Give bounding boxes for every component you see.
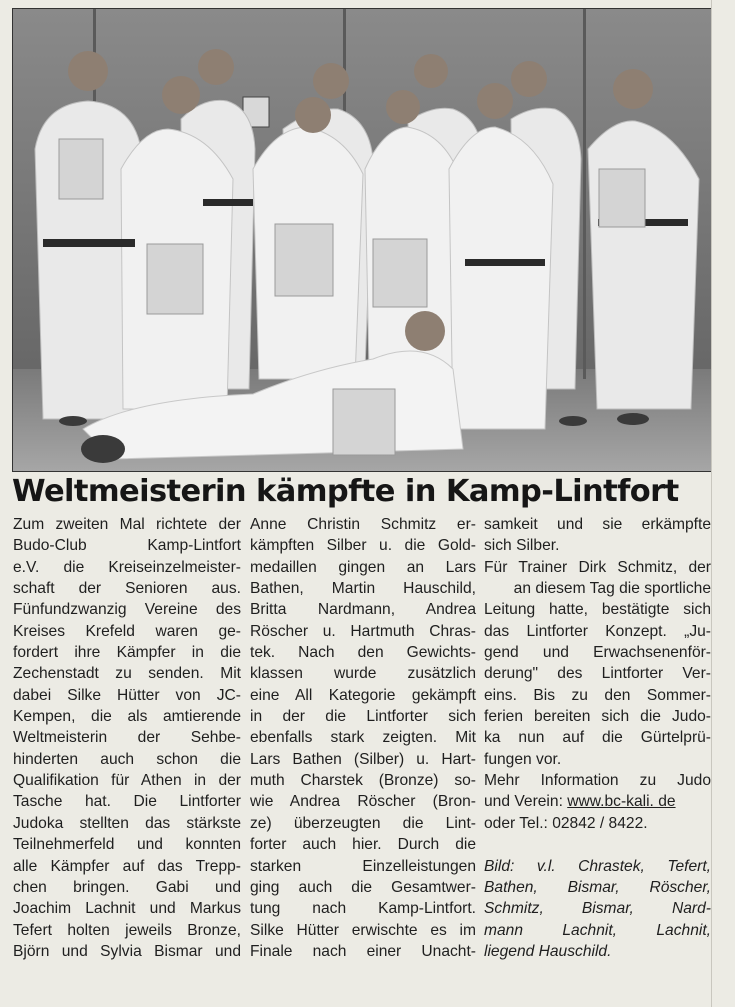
text-line: ze) überzeugten die Lint- bbox=[250, 814, 476, 832]
text-line: Finale nach einer Unacht- bbox=[250, 942, 476, 960]
text-line: Weltmeisterin der Sehbe- bbox=[13, 729, 241, 747]
text-line: fungen vor. bbox=[484, 750, 562, 768]
text-line: Kempen, die als amtierende bbox=[13, 708, 241, 726]
text-line: Zechenstadt zu senden. Mit bbox=[13, 665, 241, 683]
caption-line: Bathen, Bismar, Röscher, bbox=[484, 878, 711, 896]
text-line: oder Tel.: 02842 / 8422. bbox=[484, 814, 648, 832]
text-line: das Lintforter Konzept. „Ju- bbox=[484, 622, 711, 640]
spacer bbox=[484, 834, 711, 855]
text-line: kämpften Silber u. die Gold- bbox=[250, 537, 476, 555]
text-line: forter auch hier. Durch die bbox=[250, 836, 476, 854]
text-line: ferien bereiten sich die Judo- bbox=[484, 708, 711, 726]
text-line: Qualifikation für Athen in der bbox=[13, 772, 241, 790]
text-line: e.V. die Kreiseinzelmeister- bbox=[13, 558, 241, 576]
text-line: sich Silber. bbox=[484, 537, 560, 555]
text-line: eins. Bis zu den Sommer- bbox=[484, 686, 711, 704]
text-line: tung nach Kamp-Lintfort. bbox=[250, 900, 476, 918]
text-line: schaft der Senioren aus. bbox=[13, 580, 241, 598]
text-line: fordert ihre Kämpfer in die bbox=[13, 644, 241, 662]
text-line: hinderten auch schon die bbox=[13, 750, 241, 768]
headline: Weltmeisterin kämpfte in Kamp-Lintfort bbox=[12, 474, 679, 509]
text-line: Britta Nardmann, Andrea bbox=[250, 601, 476, 619]
article-column-3 bbox=[484, 514, 711, 962]
text-line: Joachim Lachnit und Markus bbox=[13, 900, 241, 918]
text-line: Judoka stellten das stärkste bbox=[13, 814, 241, 832]
text-line: Lars Bathen (Silber) u. Hart- bbox=[250, 750, 476, 768]
text-line: Budo-Club Kamp-Lintfort bbox=[13, 537, 241, 555]
team-photo bbox=[12, 8, 712, 472]
text-line: samkeit und sie erkämpfte bbox=[484, 516, 711, 533]
text-line: chen bringen. Gabi und bbox=[13, 878, 241, 896]
text-line: an diesem Tag die sportliche bbox=[513, 580, 711, 598]
text-line: eine All Kategorie gekämpft bbox=[250, 686, 476, 704]
text-line: in der die Lintforter sich bbox=[250, 708, 476, 726]
text-line: Tasche hat. Die Lintforter bbox=[13, 793, 241, 811]
text-line: alle Kämpfer auf das Trepp- bbox=[13, 857, 241, 875]
text-line: dabei Silke Hütter von JC- bbox=[13, 686, 241, 704]
caption-line: mann Lachnit, Lachnit, bbox=[484, 921, 711, 939]
text-line: ging auch die Gesamtwer- bbox=[250, 878, 476, 896]
text-line: Tefert holten jeweils Bronze, bbox=[13, 921, 241, 939]
text-line: Zum zweiten Mal richtete der bbox=[13, 516, 241, 533]
text-line: Teilnehmerfeld und konnten bbox=[13, 836, 241, 854]
caption-line: liegend Hauschild. bbox=[484, 942, 612, 960]
column-divider bbox=[711, 0, 712, 1007]
text-line-with-link bbox=[484, 791, 711, 812]
article-column-2 bbox=[250, 514, 476, 962]
caption-line: Schmitz, Bismar, Nard- bbox=[484, 900, 711, 918]
text-line: gend und Erwachsenenför- bbox=[484, 644, 711, 662]
text-line: Björn und Sylvia Bismar und bbox=[13, 942, 241, 960]
text-line: Für Trainer Dirk Schmitz, der bbox=[484, 558, 711, 576]
text-line: ka nun auf die Gürtelprü- bbox=[484, 729, 711, 747]
text-line: starken Einzelleistungen bbox=[250, 857, 476, 875]
article-column-1 bbox=[13, 514, 241, 962]
text-line: ebenfalls stark zeigten. Mit bbox=[250, 729, 476, 747]
text-line: muth Charstek (Bronze) so- bbox=[250, 772, 476, 790]
caption-line: Bild: v.l. Chrastek, Tefert, bbox=[484, 857, 711, 875]
text-line: Bathen, Martin Hauschild, bbox=[250, 580, 476, 598]
text-line: medaillen gingen an Lars bbox=[250, 558, 476, 576]
text-line: Anne Christin Schmitz er- bbox=[250, 516, 476, 533]
text-line: Kreises Krefeld waren ge- bbox=[13, 622, 241, 640]
text-line: klassen wurde zusätzlich bbox=[250, 665, 476, 683]
text-line: Leitung hatte, bestätigte sich bbox=[484, 601, 711, 619]
text-line: Fünfundzwanzig Vereine des bbox=[13, 601, 241, 619]
text-line: tek. Nach den Gewichts- bbox=[250, 644, 476, 662]
text-fragment: und Verein: bbox=[484, 793, 568, 811]
text-line: wie Andrea Röscher (Bron- bbox=[250, 793, 476, 811]
text-line: Röscher u. Hartmuth Chras- bbox=[250, 622, 476, 640]
text-line: Silke Hütter erwischte es im bbox=[250, 921, 476, 939]
website-link[interactable]: www.bc-kali. de bbox=[567, 793, 676, 811]
text-line: derung" des Lintforter Ver- bbox=[484, 665, 711, 683]
text-line: Mehr Information zu Judo bbox=[484, 772, 711, 790]
